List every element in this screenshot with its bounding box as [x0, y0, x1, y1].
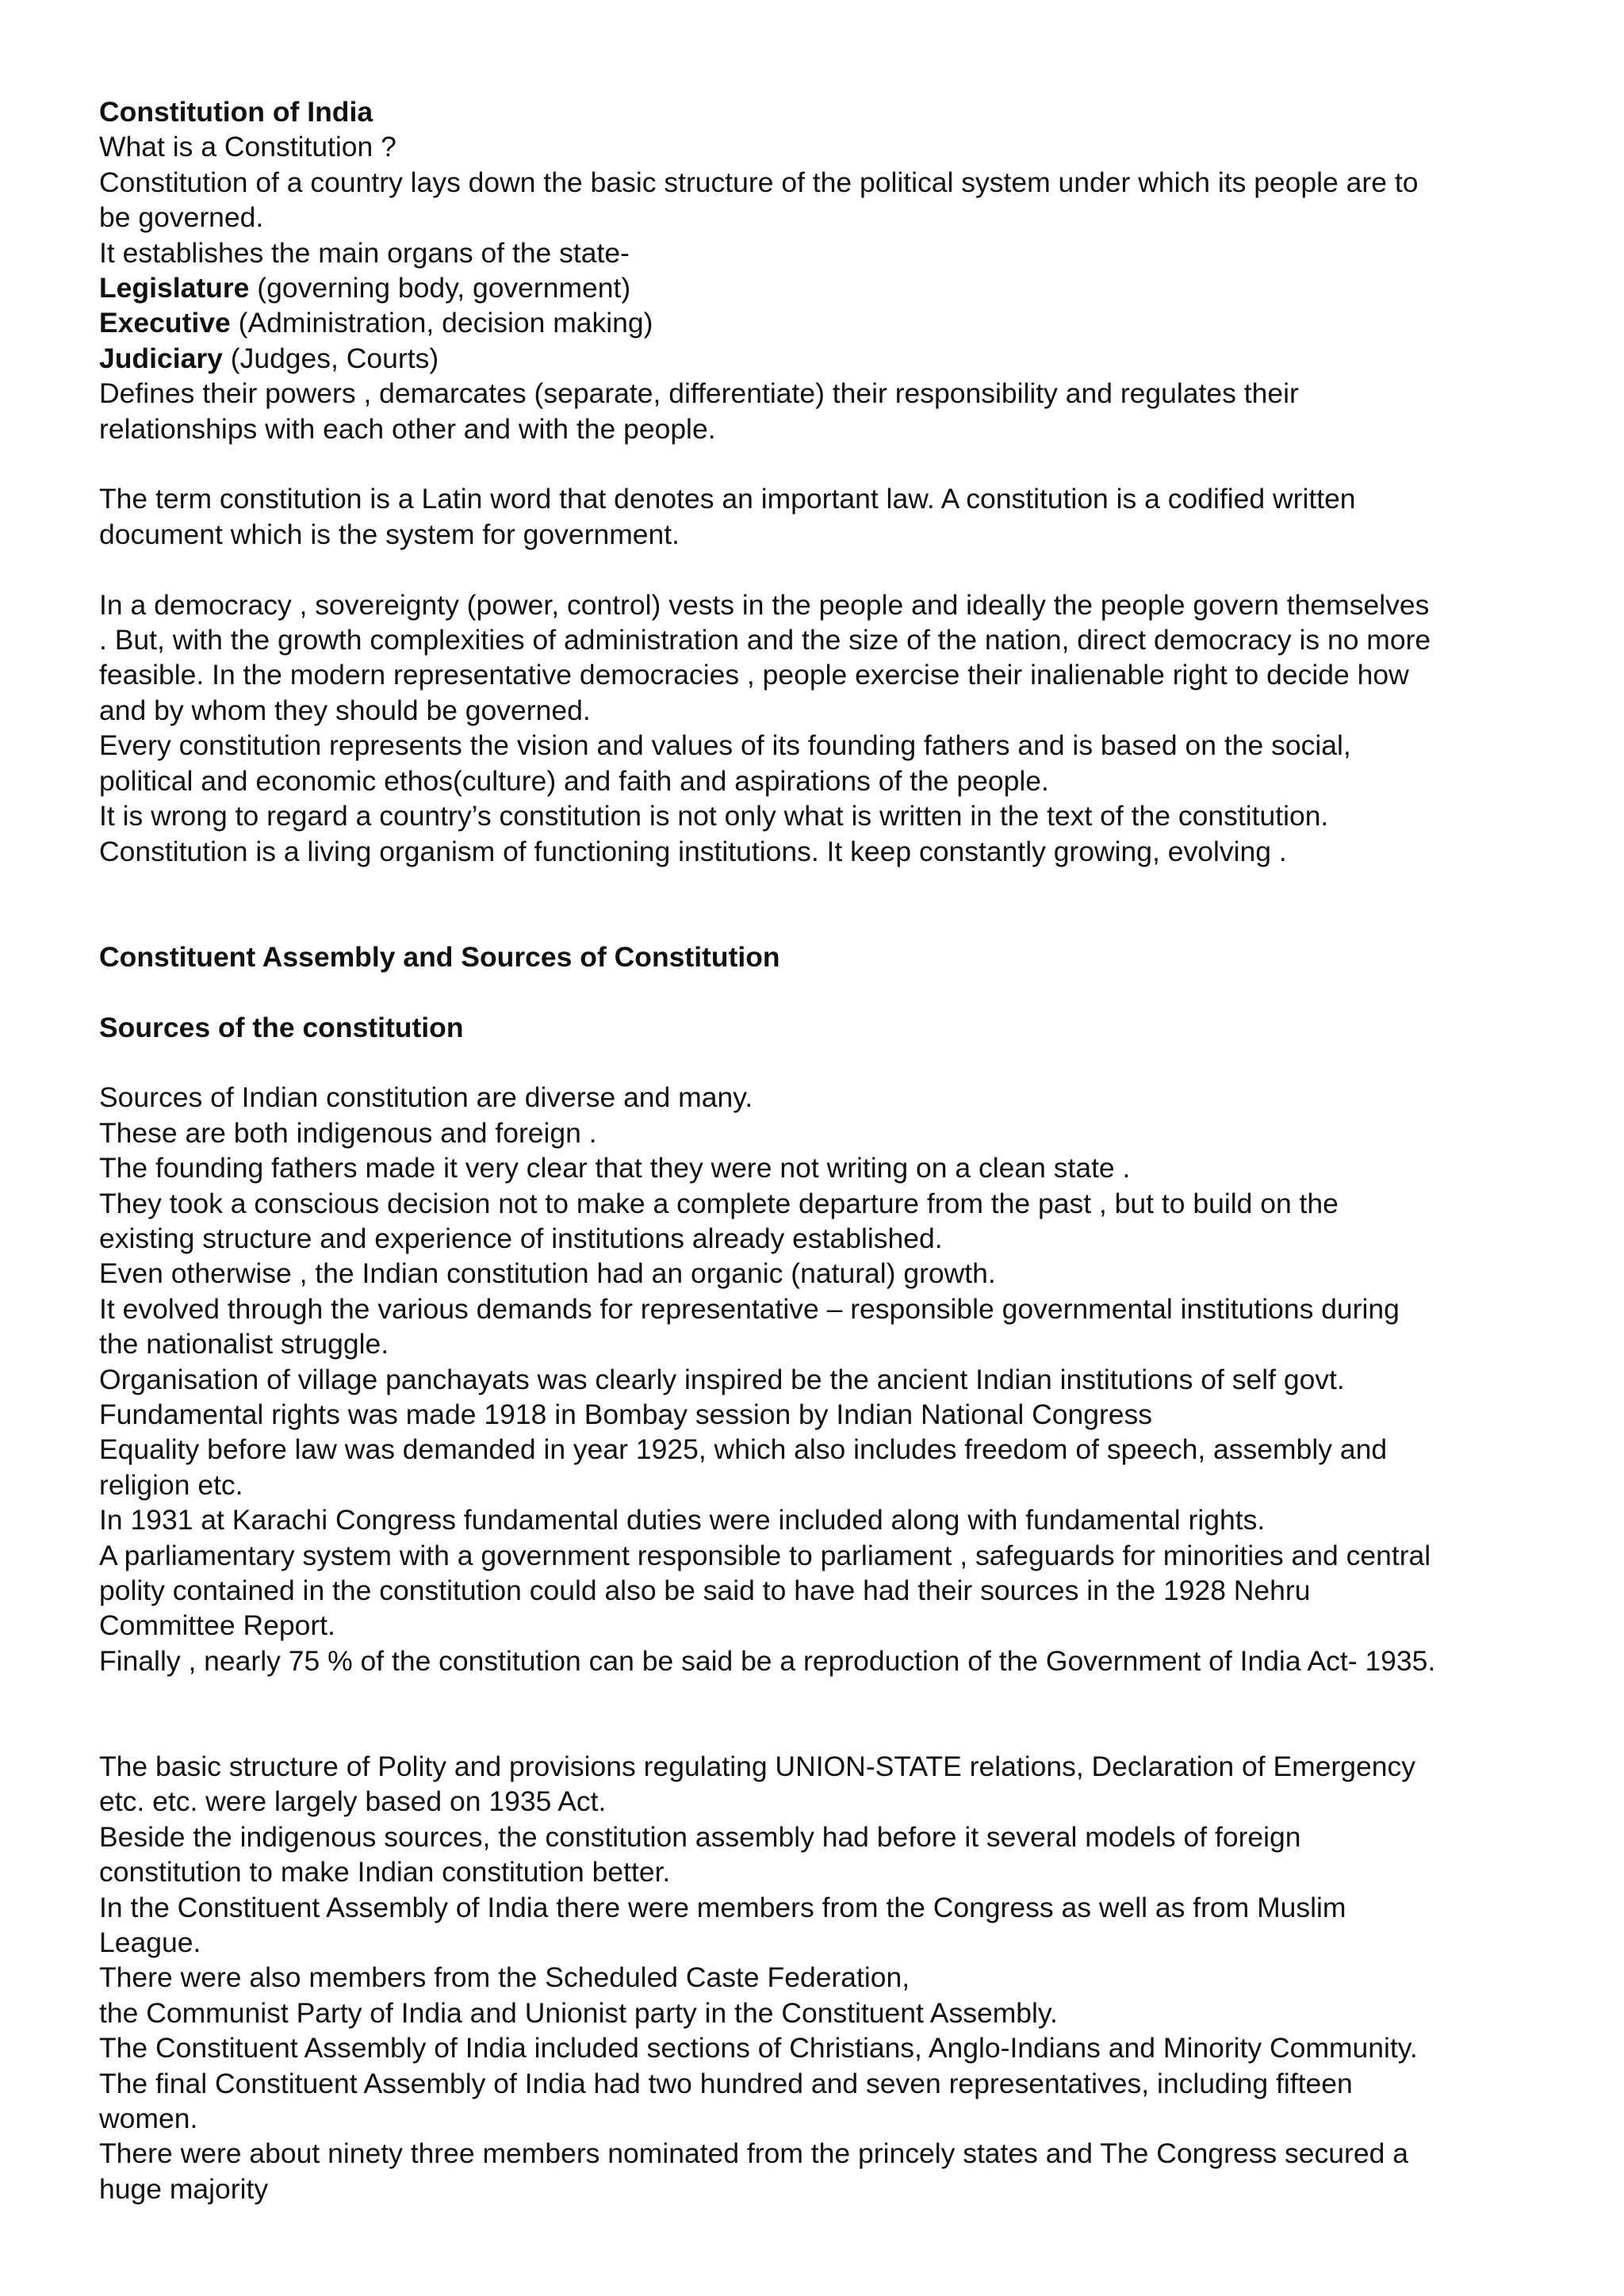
assembly-line: There were about ninety three members nominated from the princely states and The Congress secured a [99, 2137, 1408, 2170]
assembly-line: The basic structure of Polity and provisions regulating UNION-STATE relations, Declaration of Emergency [99, 1751, 1415, 1782]
organ-item-executive [99, 305, 1550, 340]
sources-line: Committee Report. [99, 1609, 335, 1642]
democracy-line: Every constitution represents the vision and values of its founding fathers and is based on the social, [99, 729, 1351, 762]
organ-desc: (Administration, decision making) [230, 307, 653, 339]
sources-line: religion etc. [99, 1468, 243, 1501]
assembly-line: The final Constituent Assembly of India had two hundred and seven representatives, including fifteen [99, 2067, 1353, 2099]
organ-desc: (governing body, government) [249, 272, 631, 304]
definition-line: Constitution of a country lays down the basic structure of the political system under which its people are to [99, 166, 1419, 198]
sources-line: It evolved through the various demands for representative – responsible governmental institutions during [99, 1292, 1400, 1325]
powers-line: relationships with each other and with the people. [99, 412, 716, 445]
organ-desc: (Judges, Courts) [222, 342, 439, 374]
section-heading: Constituent Assembly and Sources of Constitution [99, 940, 780, 973]
document-page [99, 94, 1550, 2206]
sources-line: Sources of Indian constitution are diverse and many. [99, 1081, 753, 1114]
assembly-line: etc. etc. were largely based on 1935 Act. [99, 1785, 607, 1818]
assembly-line: League. [99, 1927, 201, 1959]
paragraph-gap [99, 974, 1550, 1009]
assembly-line: constitution to make Indian constitution better. [99, 1856, 671, 1888]
sources-line: These are both indigenous and foreign . [99, 1116, 597, 1149]
intro-question: What is a Constitution ? [99, 131, 396, 163]
sources-line: The founding fathers made it very clear that they were not writing on a clean state . [99, 1152, 1131, 1184]
sub-heading: Sources of the constitution [99, 1011, 464, 1043]
democracy-line: . But, with the growth complexities of administration and the size of the nation, direct democracy is no more [99, 624, 1431, 656]
organ-item-legislature [99, 270, 1550, 305]
assembly-line: Beside the indigenous sources, the constitution assembly had before it several models of foreign [99, 1820, 1301, 1853]
section-gap [99, 869, 1550, 939]
sources-line: Equality before law was demanded in year 1925, which also includes freedom of speech, assembly and [99, 1433, 1388, 1466]
sources-line: Fundamental rights was made 1918 in Bombay session by Indian National Congress [99, 1398, 1153, 1430]
democracy-line: In a democracy , sovereignty (power, control) vests in the people and ideally the people govern themselves [99, 588, 1430, 621]
sources-line: Organisation of village panchayats was clearly inspired be the ancient Indian institutions of self govt. [99, 1363, 1345, 1395]
sources-line: polity contained in the constitution could also be said to have had their sources in the 1928 Nehru [99, 1574, 1311, 1606]
democracy-line: It is wrong to regard a country’s constitution is not only what is written in the text of the constitution. [99, 800, 1329, 832]
latin-paragraph-line: The term constitution is a Latin word that denotes an important law. A constitution is a codified written [99, 483, 1356, 515]
democracy-line: Constitution is a living organism of functioning institutions. It keep constantly growing, evolving . [99, 835, 1287, 867]
assembly-line: In the Constituent Assembly of India there were members from the Congress as well as from Muslim [99, 1891, 1346, 1923]
sources-line: A parliamentary system with a government responsible to parliament , safeguards for minorities and central [99, 1539, 1431, 1571]
paragraph-gap [99, 1045, 1550, 1080]
sources-line: the nationalist struggle. [99, 1328, 389, 1360]
sources-line: In 1931 at Karachi Congress fundamental duties were included along with fundamental rights. [99, 1504, 1266, 1536]
assembly-line: There were also members from the Scheduled Caste Federation, [99, 1961, 910, 1994]
organ-term: Legislature [99, 272, 250, 304]
democracy-line: political and economic ethos(culture) and faith and aspirations of the people. [99, 764, 1049, 797]
organs-intro: It establishes the main organs of the state- [99, 236, 630, 269]
definition-line: be governed. [99, 201, 264, 234]
latin-paragraph-line: document which is the system for government. [99, 518, 680, 550]
document-title: Constitution of India [99, 96, 373, 128]
democracy-line: and by whom they should be governed. [99, 694, 591, 726]
assembly-line: huge majority [99, 2172, 269, 2205]
sources-line: They took a conscious decision not to make a complete departure from the past , but to build on the [99, 1187, 1339, 1219]
organ-term: Executive [99, 307, 231, 339]
section-gap [99, 1678, 1550, 1749]
paragraph-gap [99, 446, 1550, 481]
democracy-line: feasible. In the modern representative democracies , people exercise their inalienable right to decide how [99, 659, 1409, 691]
assembly-line: The Constituent Assembly of India included sections of Christians, Anglo-Indians and Minority Community. [99, 2032, 1418, 2064]
sources-line: Even otherwise , the Indian constitution had an organic (natural) growth. [99, 1257, 996, 1290]
organ-term: Judiciary [99, 342, 223, 374]
paragraph-gap [99, 552, 1550, 587]
assembly-line: the Communist Party of India and Unionist party in the Constituent Assembly. [99, 1996, 1058, 2029]
sources-line: Finally , nearly 75 % of the constitution can be said be a reproduction of the Government of India Act- 1935. [99, 1644, 1436, 1677]
organ-item-judiciary [99, 341, 1550, 376]
assembly-line: women. [99, 2103, 198, 2135]
sources-line: existing structure and experience of institutions already established. [99, 1222, 943, 1254]
powers-line: Defines their powers , demarcates (separate, differentiate) their responsibility and regulates their [99, 377, 1299, 410]
